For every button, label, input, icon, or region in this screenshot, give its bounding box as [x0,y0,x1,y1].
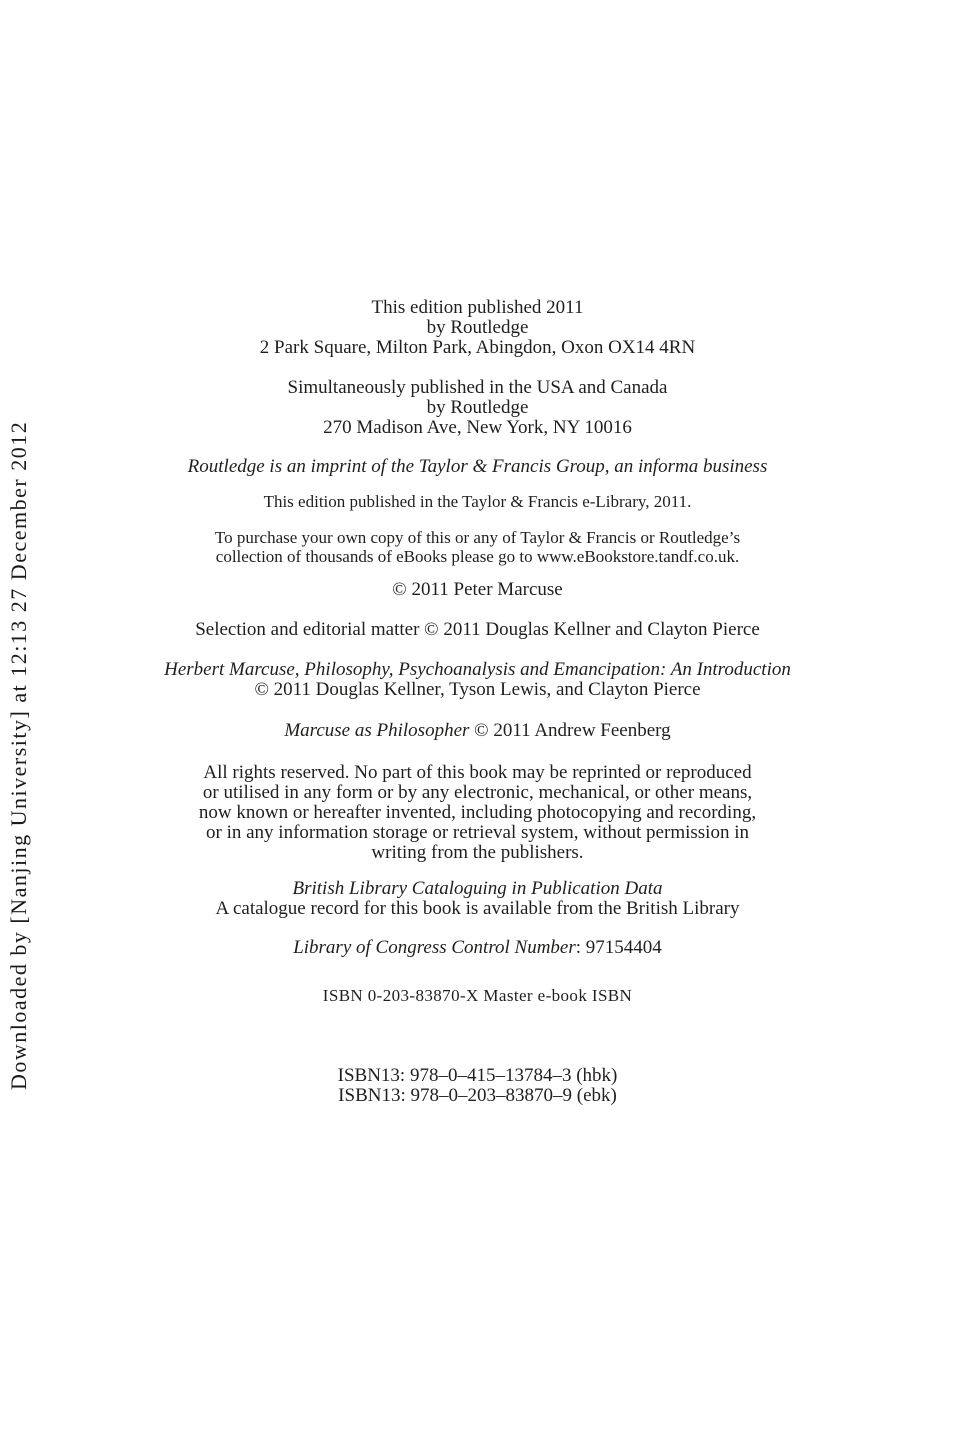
lccn-label: Library of Congress Control Number [293,937,576,958]
feenberg-copyright: © 2011 Andrew Feenberg [469,720,671,741]
feenberg-copyright-line [0,721,955,741]
isbn13-hbk: ISBN13: 978–0–415–13784–3 (hbk) [337,1065,618,1086]
edition-line: This edition published 2011 [371,297,584,318]
book-title-copyright-block [0,660,955,700]
usa-publication-line: Simultaneously published in the USA and Canada [287,377,668,398]
publisher-line: by Routledge [426,317,529,338]
lccn-line [0,938,955,958]
elibrary-note: This edition published in the Taylor & Francis e-Library, 2011. [263,492,692,511]
publisher-line: by Routledge [426,397,529,418]
isbn13-block [0,1066,955,1106]
bl-note: A catalogue record for this book is available from the British Library [215,898,740,919]
feenberg-chapter-title: Marcuse as Philosopher [284,720,470,741]
copyright-authors: © 2011 Douglas Kellner, Tyson Lewis, and Clayton Pierce [254,679,701,700]
edition-publisher-block [0,298,955,358]
master-ebook-isbn: ISBN 0-203-83870-X Master e-book ISBN [322,986,633,1005]
bl-heading: British Library Cataloguing in Publication Data [292,878,663,899]
all-rights-reserved-block: All rights reserved. No part of this book may be reprinted or reproduced or utilised in any form or by any electronic, mechanical, or other means, now known or hereafter invented, including photocopying and recording, or in any information storage or retrieval system, without permission in writing from the publishers. [198,762,757,863]
british-library-block [0,879,955,919]
publisher-address-uk: 2 Park Square, Milton Park, Abingdon, Oxon OX14 4RN [259,337,696,358]
ebook-purchase-note: To purchase your own copy of this or any of Taylor & Francis or Routledge’s collection of thousands of eBooks please go to www.eBookstore.tandf.co.uk. [214,528,741,566]
download-watermark: Downloaded by [Nanjing University] at 12:13 27 December 2012 [6,420,31,1090]
book-title: Herbert Marcuse, Philosophy, Psychoanalysis and Emancipation: An Introduction [164,659,791,680]
copyright-selection: Selection and editorial matter © 2011 Douglas Kellner and Clayton Pierce [195,619,760,640]
usa-publisher-block [0,378,955,438]
copyright-peter-marcuse: © 2011 Peter Marcuse [392,579,563,600]
imprint-note: Routledge is an imprint of the Taylor & Francis Group, an informa business [187,456,768,477]
publisher-address-usa: 270 Madison Ave, New York, NY 10016 [323,417,632,438]
isbn13-ebk: ISBN13: 978–0–203–83870–9 (ebk) [338,1085,617,1106]
lccn-value: : 97154404 [575,937,662,958]
